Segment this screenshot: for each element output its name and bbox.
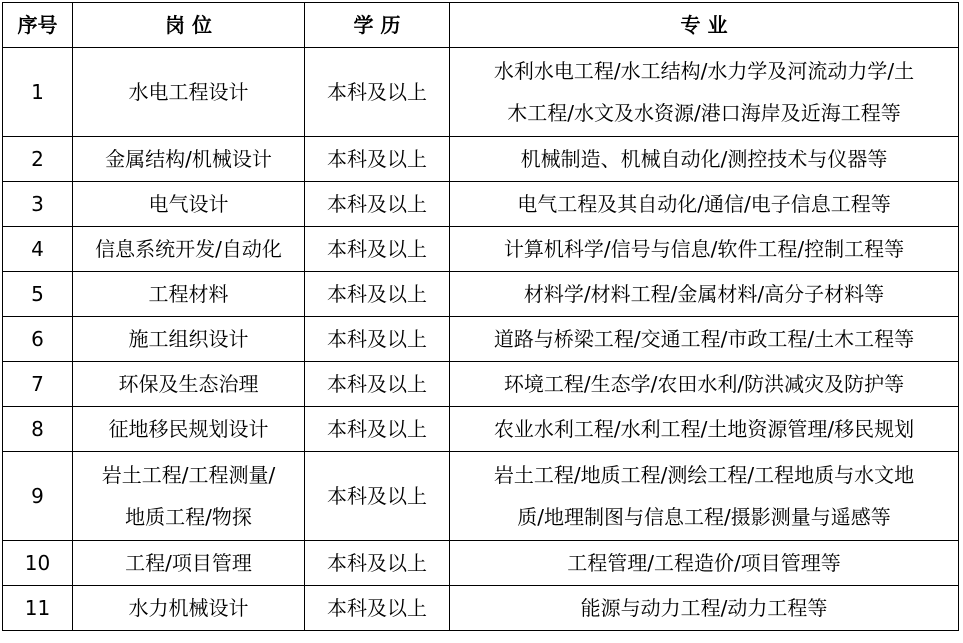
cell-position: 水电工程设计: [73, 48, 305, 137]
cell-no: 4: [3, 227, 73, 272]
cell-education: 本科及以上: [305, 407, 450, 452]
cell-major-line: 水利水电工程/水工结构/水力学及河流动力学/土: [493, 59, 915, 83]
cell-major: 环境工程/生态学/农田水利/防洪减灾及防护等: [450, 362, 959, 407]
cell-no: 5: [3, 272, 73, 317]
cell-no: 8: [3, 407, 73, 452]
cell-major: [450, 48, 959, 137]
cell-major: [450, 452, 959, 541]
cell-position: 信息系统开发/自动化: [73, 227, 305, 272]
cell-education: 本科及以上: [305, 272, 450, 317]
table-row: [3, 227, 959, 272]
cell-education: 本科及以上: [305, 586, 450, 631]
cell-major: 能源与动力工程/动力工程等: [450, 586, 959, 631]
header-no: 序号: [3, 3, 73, 48]
table-row: [3, 317, 959, 362]
table-row: [3, 541, 959, 586]
cell-no: 11: [3, 586, 73, 631]
cell-position: 水力机械设计: [73, 586, 305, 631]
cell-education: 本科及以上: [305, 137, 450, 182]
cell-major-line: 木工程/水文及水资源/港口海岸及近海工程等: [507, 101, 901, 125]
cell-no: 3: [3, 182, 73, 227]
cell-education: 本科及以上: [305, 227, 450, 272]
header-major: 专 业: [450, 3, 959, 48]
cell-major-line: 岩土工程/地质工程/测绘工程/工程地质与水文地: [493, 463, 915, 487]
cell-no: 1: [3, 48, 73, 137]
cell-no: 6: [3, 317, 73, 362]
cell-education: 本科及以上: [305, 541, 450, 586]
cell-major: 工程管理/工程造价/项目管理等: [450, 541, 959, 586]
cell-major: 计算机科学/信号与信息/软件工程/控制工程等: [450, 227, 959, 272]
cell-major: 电气工程及其自动化/通信/电子信息工程等: [450, 182, 959, 227]
table-row: [3, 407, 959, 452]
table-row: [3, 137, 959, 182]
cell-position: 金属结构/机械设计: [73, 137, 305, 182]
cell-education: 本科及以上: [305, 182, 450, 227]
cell-no: 10: [3, 541, 73, 586]
table-header-row: [3, 3, 959, 48]
table-row: [3, 272, 959, 317]
cell-no: 2: [3, 137, 73, 182]
table-row: [3, 48, 959, 137]
cell-major: 道路与桥梁工程/交通工程/市政工程/土木工程等: [450, 317, 959, 362]
cell-major: 机械制造、机械自动化/测控技术与仪器等: [450, 137, 959, 182]
cell-position: 环保及生态治理: [73, 362, 305, 407]
cell-position-line: 岩土工程/工程测量/: [101, 463, 276, 487]
cell-major-line: 质/地理制图与信息工程/摄影测量与遥感等: [517, 505, 891, 529]
header-education: 学 历: [305, 3, 450, 48]
cell-position: 工程材料: [73, 272, 305, 317]
cell-major: 材料学/材料工程/金属材料/高分子材料等: [450, 272, 959, 317]
cell-position: [73, 452, 305, 541]
cell-position-line: 地质工程/物探: [125, 505, 252, 529]
cell-position: 工程/项目管理: [73, 541, 305, 586]
cell-education: 本科及以上: [305, 48, 450, 137]
cell-no: 9: [3, 452, 73, 541]
cell-position: 施工组织设计: [73, 317, 305, 362]
table-row: [3, 362, 959, 407]
table-row: [3, 586, 959, 631]
header-position: 岗 位: [73, 3, 305, 48]
table-row: [3, 452, 959, 541]
cell-education: 本科及以上: [305, 452, 450, 541]
cell-no: 7: [3, 362, 73, 407]
cell-major: 农业水利工程/水利工程/土地资源管理/移民规划: [450, 407, 959, 452]
cell-education: 本科及以上: [305, 317, 450, 362]
cell-position: 电气设计: [73, 182, 305, 227]
cell-education: 本科及以上: [305, 362, 450, 407]
table-row: [3, 182, 959, 227]
recruitment-table: [2, 2, 959, 631]
cell-position: 征地移民规划设计: [73, 407, 305, 452]
